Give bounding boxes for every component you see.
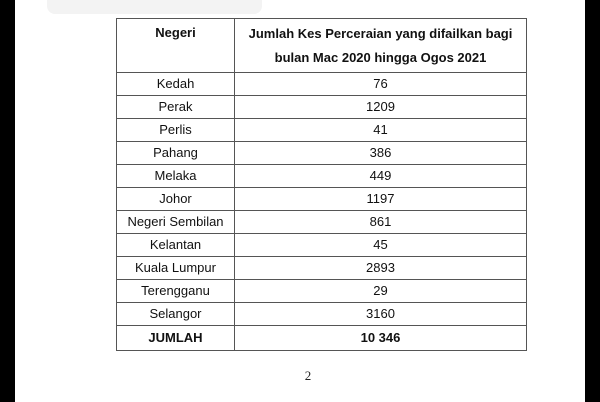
table-row bbox=[117, 119, 527, 142]
table-row bbox=[117, 165, 527, 188]
header-cases-line-1: Jumlah Kes Perceraian yang difailkan bagi bbox=[248, 26, 513, 41]
cases-cell: 386 bbox=[235, 142, 527, 165]
cases-cell: 1209 bbox=[235, 96, 527, 119]
table-row bbox=[117, 188, 527, 211]
table-row bbox=[117, 96, 527, 119]
cases-cell: 2893 bbox=[235, 257, 527, 280]
table-row bbox=[117, 280, 527, 303]
state-cell: Kelantan bbox=[117, 234, 235, 257]
cases-cell: 861 bbox=[235, 211, 527, 234]
state-cell: Negeri Sembilan bbox=[117, 211, 235, 234]
table-row bbox=[117, 73, 527, 96]
state-cell: Perlis bbox=[117, 119, 235, 142]
cases-cell: 449 bbox=[235, 165, 527, 188]
page-number: 2 bbox=[304, 368, 312, 383]
cases-cell: 45 bbox=[235, 234, 527, 257]
table-row bbox=[117, 142, 527, 165]
total-label: JUMLAH bbox=[117, 326, 235, 351]
state-cell: Melaka bbox=[117, 165, 235, 188]
total-value: 10 346 bbox=[235, 326, 527, 351]
table-row bbox=[117, 234, 527, 257]
cases-cell: 76 bbox=[235, 73, 527, 96]
state-cell: Kuala Lumpur bbox=[117, 257, 235, 280]
state-cell: Johor bbox=[117, 188, 235, 211]
divorce-cases-table bbox=[116, 18, 527, 351]
state-cell: Perak bbox=[117, 96, 235, 119]
state-cell: Terengganu bbox=[117, 280, 235, 303]
viewer-toolbar-tab[interactable] bbox=[47, 0, 262, 14]
cases-cell: 41 bbox=[235, 119, 527, 142]
table-row bbox=[117, 257, 527, 280]
header-cases-line-2: bulan Mac 2020 hingga Ogos 2021 bbox=[274, 50, 487, 65]
table-header-row bbox=[117, 19, 527, 73]
cases-cell: 1197 bbox=[235, 188, 527, 211]
state-cell: Selangor bbox=[117, 303, 235, 326]
header-state: Negeri bbox=[117, 19, 235, 73]
total-row bbox=[117, 326, 527, 351]
state-cell: Kedah bbox=[117, 73, 235, 96]
cases-cell: 29 bbox=[235, 280, 527, 303]
state-cell: Pahang bbox=[117, 142, 235, 165]
table-row bbox=[117, 211, 527, 234]
table-row bbox=[117, 303, 527, 326]
header-divorce-cases bbox=[235, 19, 527, 73]
cases-cell: 3160 bbox=[235, 303, 527, 326]
document-page bbox=[15, 0, 585, 402]
